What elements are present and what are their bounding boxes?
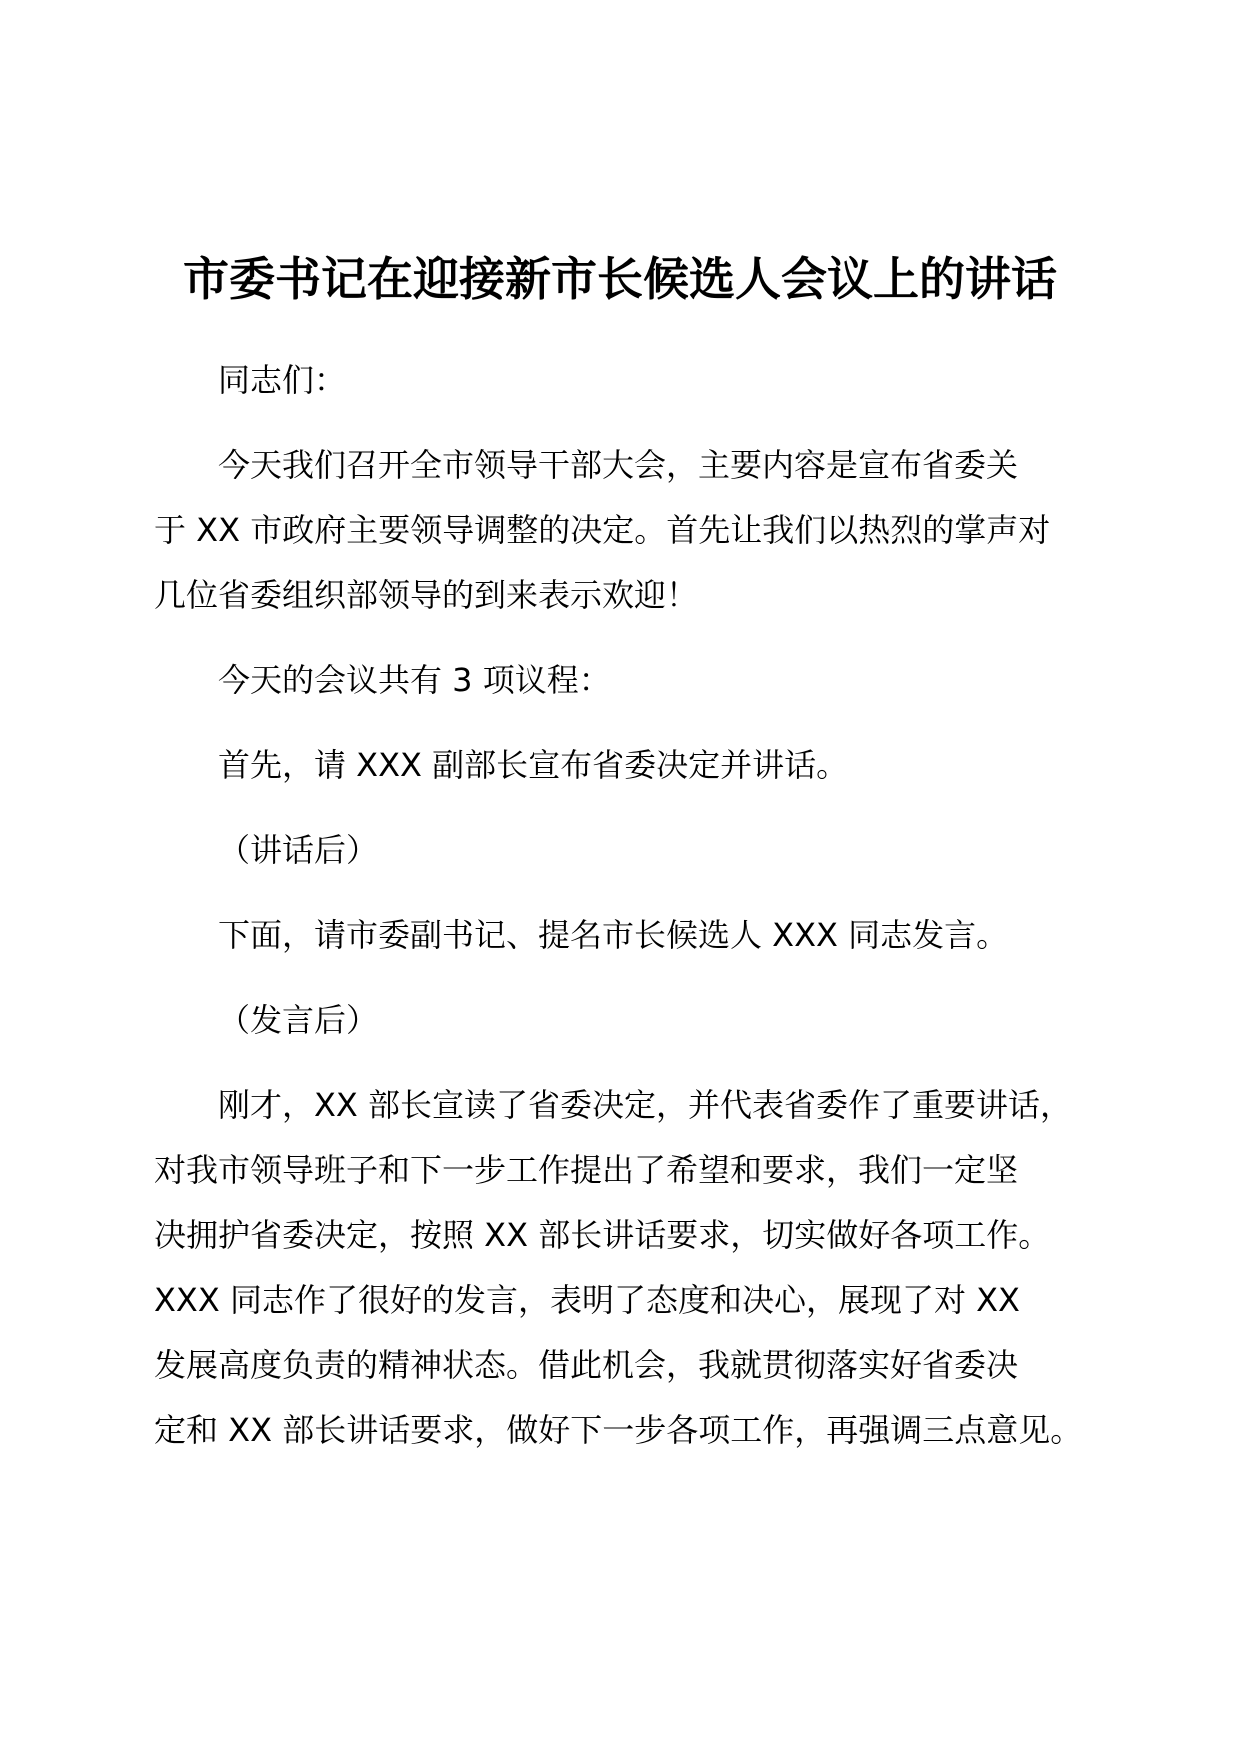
document-body — [154, 348, 1104, 1483]
stage-note-1 — [154, 818, 1104, 883]
agenda-intro-text: 今天的会议共有 3 项议程： — [218, 661, 611, 699]
paragraph-line: 发展高度负责的精神状态。借此机会，我就贯彻落实好省委决 — [154, 1346, 1019, 1384]
agenda-item-1 — [154, 733, 1104, 798]
paragraph-line: 于 XX 市政府主要领导调整的决定。首先让我们以热烈的掌声对 — [154, 511, 1051, 549]
agenda-item-text: 首先，请 XXX 副部长宣布省委决定并讲话。 — [218, 746, 849, 784]
paragraph-line: 对我市领导班子和下一步工作提出了希望和要求，我们一定坚 — [154, 1151, 1019, 1189]
salutation — [154, 348, 1104, 413]
salutation-text: 同志们： — [218, 361, 347, 399]
document-title: 市委书记在迎接新市长候选人会议上的讲话 — [183, 252, 1057, 306]
paragraph-line: 今天我们召开全市领导干部大会，主要内容是宣布省委关 — [218, 446, 1019, 484]
paragraph-closing — [154, 1073, 1104, 1463]
paragraph-line: 决拥护省委决定，按照 XX 部长讲话要求，切实做好各项工作。 — [154, 1216, 1051, 1254]
paragraph-line: 定和 XX 部长讲话要求，做好下一步各项工作，再强调三点意见。 — [154, 1411, 1083, 1449]
paragraph-line: 几位省委组织部领导的到来表示欢迎！ — [154, 576, 699, 614]
agenda-intro — [154, 648, 1104, 713]
paragraph-line: 刚才，XX 部长宣读了省委决定，并代表省委作了重要讲话， — [218, 1086, 1073, 1124]
agenda-item-2 — [154, 903, 1104, 968]
stage-note-text: （发言后） — [218, 1001, 379, 1039]
paragraph-opening — [154, 433, 1104, 628]
stage-note-text: （讲话后） — [218, 831, 379, 869]
agenda-item-text: 下面，请市委副书记、提名市长候选人 XXX 同志发言。 — [218, 916, 1009, 954]
stage-note-2 — [154, 988, 1104, 1053]
paragraph-line: XXX 同志作了很好的发言，表明了态度和决心，展现了对 XX — [154, 1281, 1020, 1319]
